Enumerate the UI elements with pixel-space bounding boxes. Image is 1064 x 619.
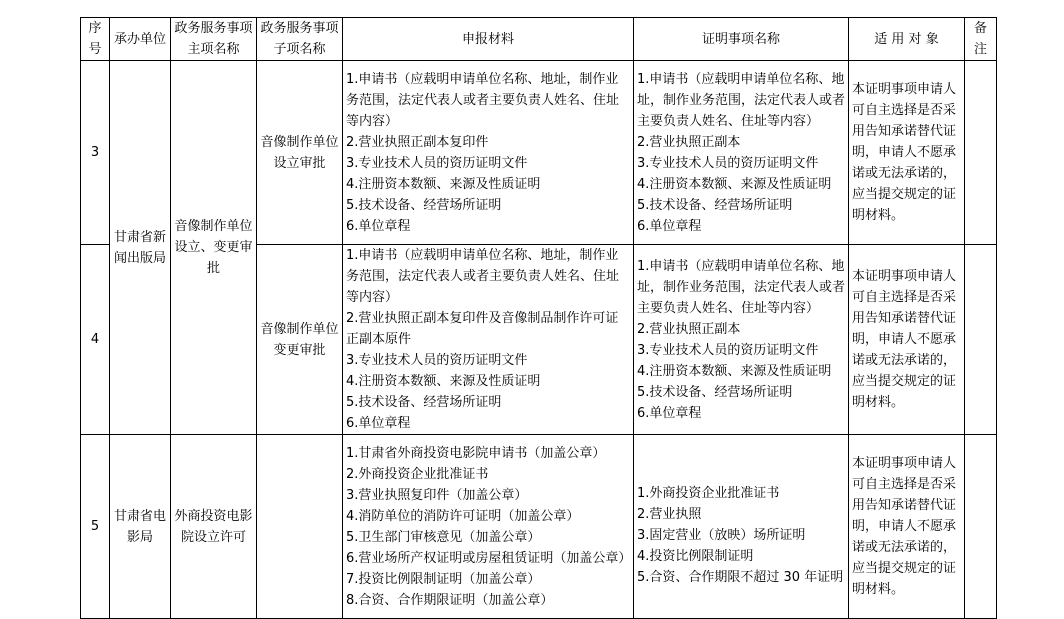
list-item: 3.专业技术人员的资历证明文件 [346,155,528,171]
row-cert-items [634,245,849,435]
list-item: 3.专业技术人员的资历证明文件 [346,353,528,368]
list-item: 7.投资比例限制证明（加盖公章） [346,571,541,587]
list-item: 1.申请书（应载明申请单位名称、地址，制作业务范围，法定代表人或者主要负责人姓名、住址等内容） [346,71,620,129]
row-remark [965,61,997,245]
list-item: 8.合资、合作期限证明（加盖公章） [346,592,554,608]
header-materials: 申报材料 [343,18,634,61]
header-remark: 备注 [965,18,997,61]
list-item: 5.技术设备、经营场所证明 [637,384,793,400]
row-seq: 5 [81,435,110,619]
list-item: 1.申请书（应载明申请单位名称、地址，制作业务范围，法定代表人或者主要负责人姓名、住址等内容） [637,71,846,129]
list-item: 6.单位章程 [637,405,702,421]
list-item: 4.注册资本数额、来源及性质证明 [346,374,541,389]
list-item: 1.申请书（应载明申请单位名称、地址，制作业务范围，法定代表人或者主要负责人姓名、住址等内容） [346,248,620,305]
list-item: 2.营业执照正副本 [637,134,741,150]
header-cert-items: 证明事项名称 [634,18,849,61]
list-item: 5.技术设备、经营场所证明 [637,197,793,213]
row-main-item: 外商投资电影院设立许可 [171,435,257,619]
header-main-item: 政务服务事项主项名称 [171,18,257,61]
list-item: 2.营业执照正副本 [637,321,741,337]
row-remark [965,435,997,619]
list-item: 3.专业技术人员的资历证明文件 [637,155,819,171]
list-item: 1.申请书（应载明申请单位名称、地址，制作业务范围，法定代表人或者主要负责人姓名、住址等内容） [637,258,846,316]
list-item: 1.外商投资企业批准证书 [637,486,780,501]
row-scope: 本证明事项申请人可自主选择是否采用告知承诺替代证明，申请人不愿承诺或无法承诺的，应当提交规定的证明材料。 [849,435,965,619]
row-scope: 本证明事项申请人可自主选择是否采用告知承诺替代证明，申请人不愿承诺或无法承诺的，应当提交规定的证明材料。 [849,245,965,435]
table-row [81,61,997,245]
table-header-row [81,18,997,61]
list-item: 3.营业执照复印件（加盖公章） [346,487,528,503]
list-item: 5.技术设备、经营场所证明 [346,197,502,213]
row-materials [343,61,634,245]
list-item: 1.甘肃省外商投资电影院申请书（加盖公章） [346,445,606,461]
row-sub-item: 音像制作单位设立审批 [257,61,343,245]
list-item: 5.合资、合作期限不超过 30 年证明 [637,570,844,585]
list-item: 6.单位章程 [346,218,411,234]
list-item: 6.营业场所产权证明或房屋租赁证明（加盖公章） [346,550,632,566]
row-remark [965,245,997,435]
list-item: 3.专业技术人员的资历证明文件 [637,342,819,358]
row-materials [343,435,634,619]
list-item: 4.注册资本数额、来源及性质证明 [637,363,832,379]
row-dept: 甘肃省电影局 [110,435,171,619]
row-cert-items [634,61,849,245]
header-dept: 承办单位 [110,18,171,61]
list-item: 6.单位章程 [637,218,702,234]
header-sub-item: 政务服务事项子项名称 [257,18,343,61]
row-materials [343,245,634,435]
list-item: 3.固定营业（放映）场所证明 [637,528,806,543]
list-item: 2.营业执照 [637,507,702,522]
row-seq: 3 [81,61,110,245]
list-item: 4.注册资本数额、来源及性质证明 [346,176,541,192]
list-item: 2.营业执照正副本复印件 [346,134,489,150]
list-item: 4.消防单位的消防许可证明（加盖公章） [346,508,580,524]
row-sub-item: 音像制作单位变更审批 [257,245,343,435]
service-items-table [80,17,997,619]
list-item: 2.外商投资企业批准证书 [346,466,489,482]
row-cert-items [634,435,849,619]
row-dept: 甘肃省新闻出版局 [110,61,171,435]
table-row [81,435,997,619]
list-item: 4.注册资本数额、来源及性质证明 [637,176,832,192]
row-seq: 4 [81,245,110,435]
list-item: 5.技术设备、经营场所证明 [346,395,502,410]
header-seq: 序号 [81,18,110,61]
list-item: 2.营业执照正副本复印件及音像制品制作许可证正副本原件 [346,311,619,347]
list-item: 5.卫生部门审核意见（加盖公章） [346,529,541,545]
row-main-item: 音像制作单位设立、变更审批 [171,61,257,435]
list-item: 4.投资比例限制证明 [637,549,754,564]
row-scope: 本证明事项申请人可自主选择是否采用告知承诺替代证明，申请人不愿承诺或无法承诺的，应当提交规定的证明材料。 [849,61,965,245]
header-scope: 适 用 对 象 [849,18,965,61]
list-item: 6.单位章程 [346,416,411,431]
row-sub-item [257,435,343,619]
